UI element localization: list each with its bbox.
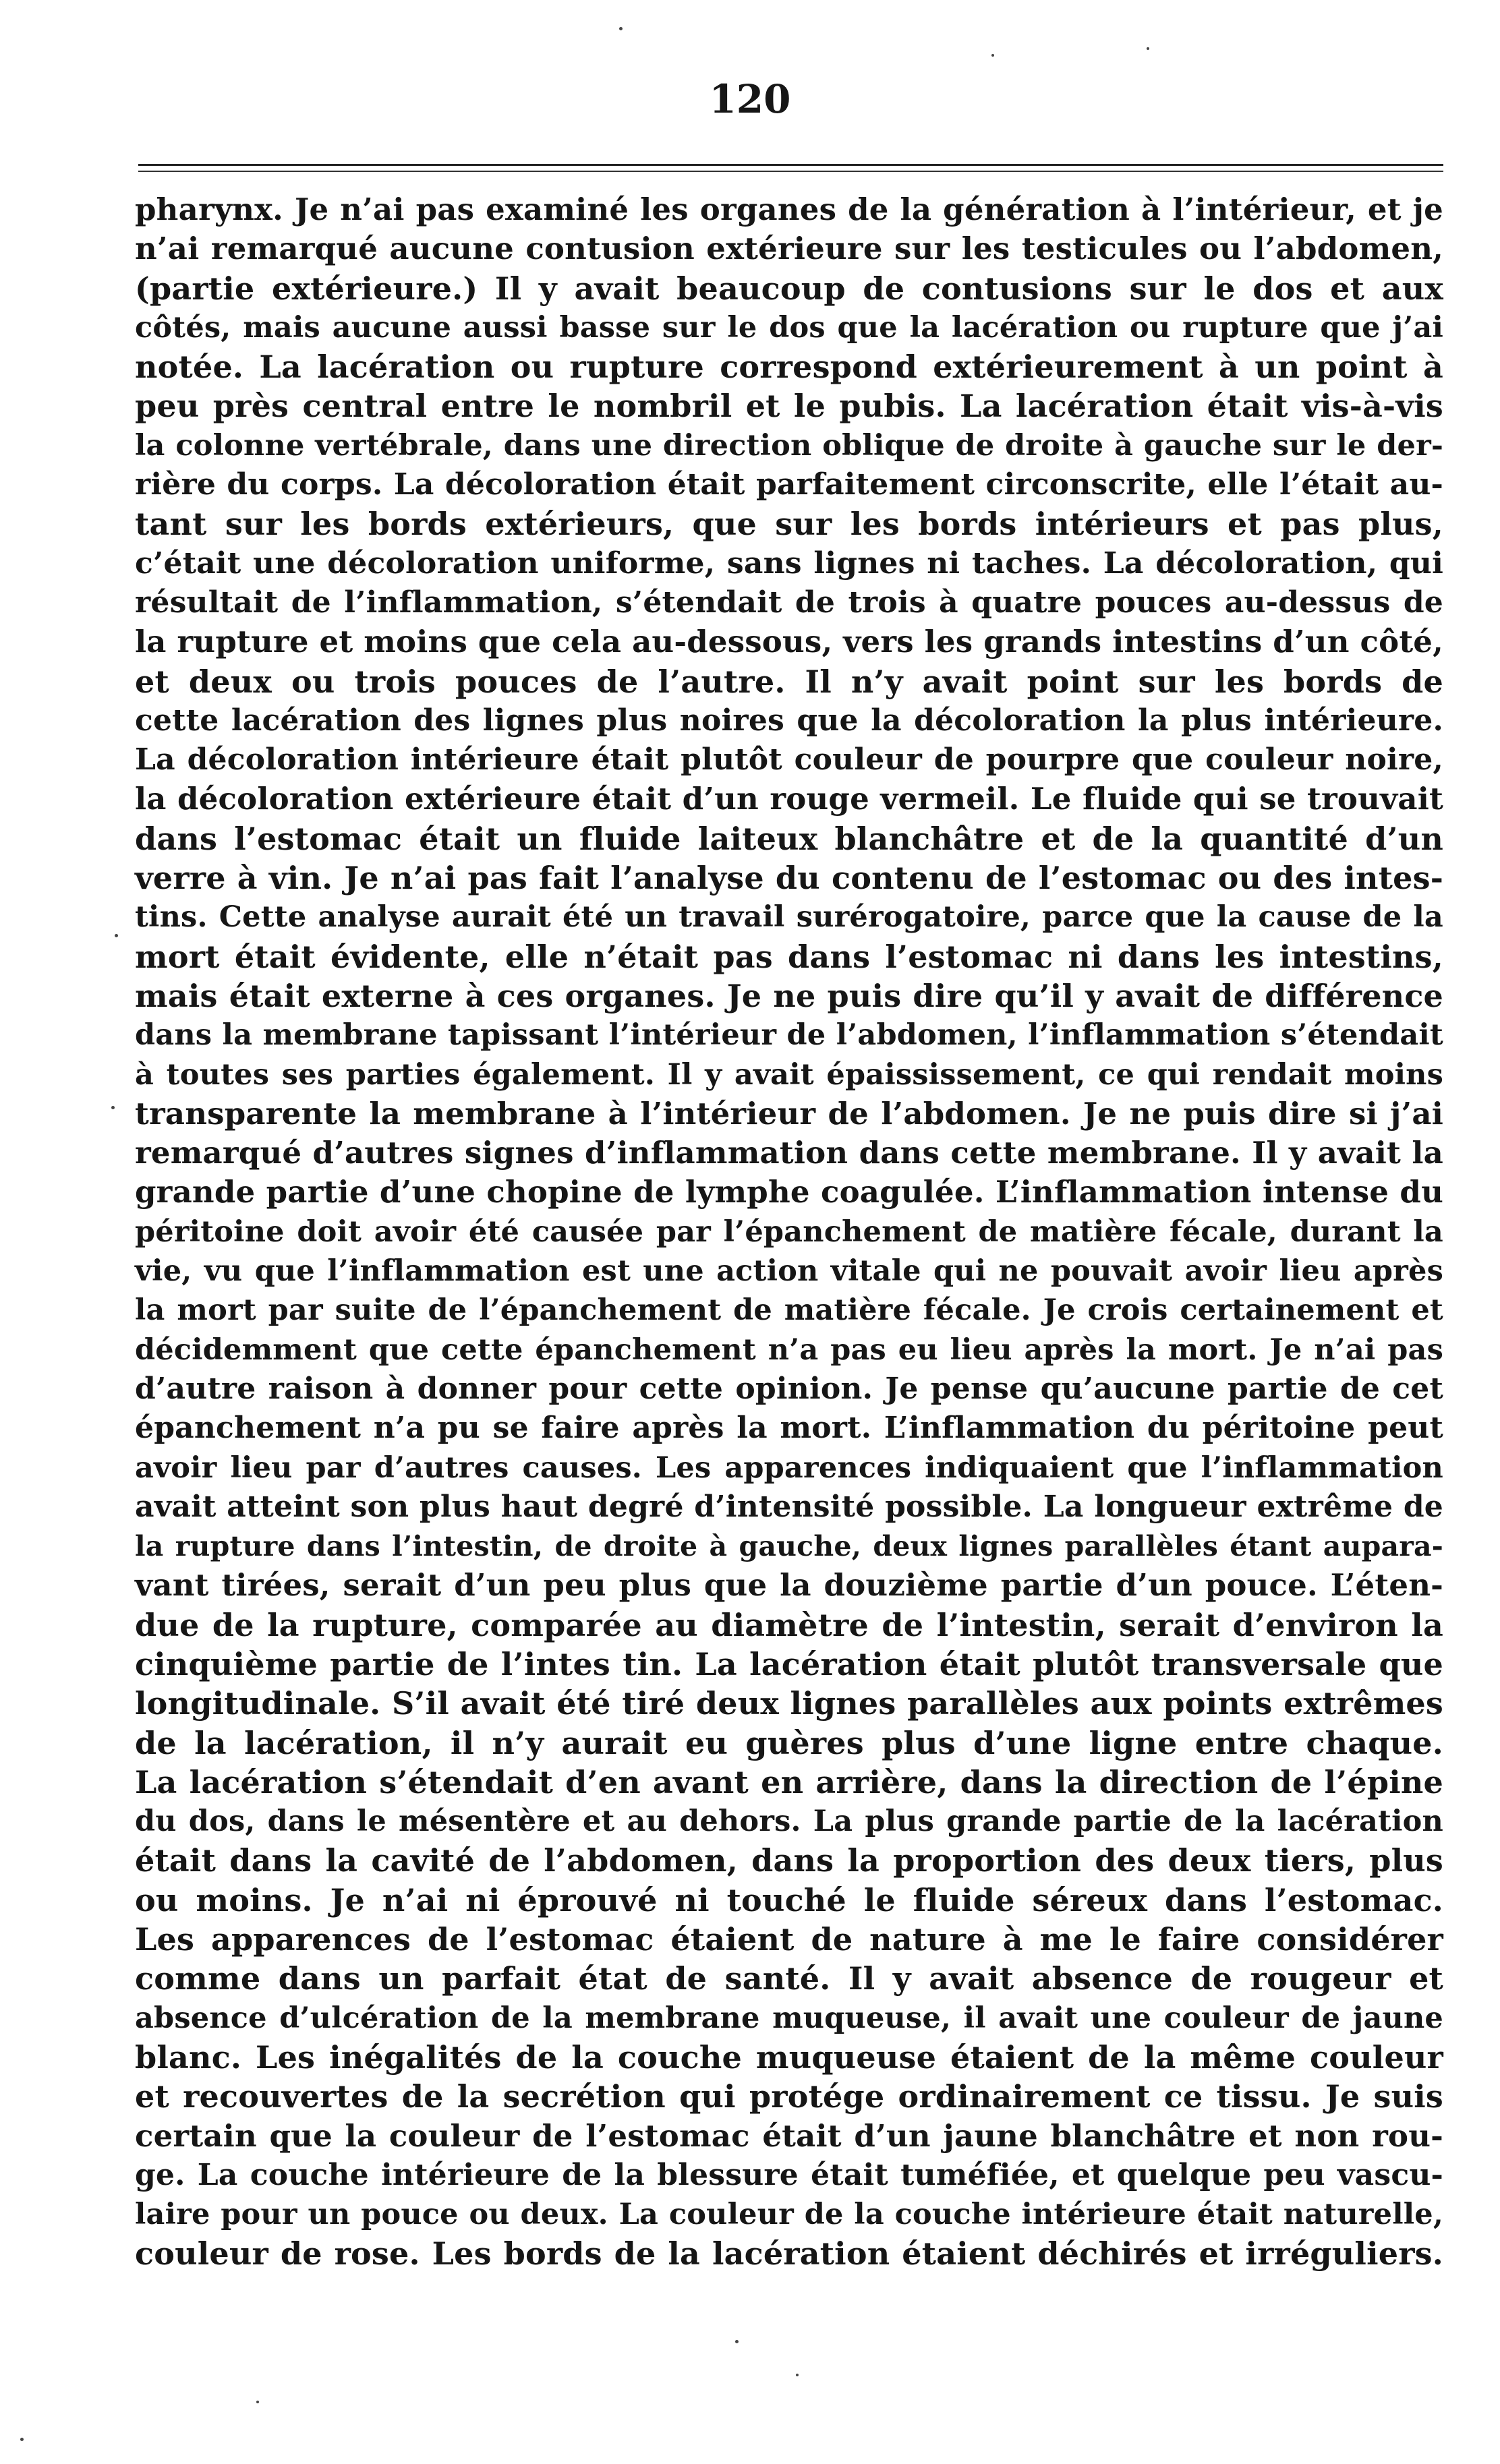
text-line: peu près central entre le nombril et le pubis. La lacération était vis-à-vis	[135, 388, 1443, 425]
scan-speck	[111, 1106, 115, 1109]
header-rule-thin	[138, 171, 1443, 172]
text-line: la décoloration extérieure était d’un rouge vermeil. Le fluide qui se trouvait	[135, 781, 1443, 817]
text-line: la colonne vertébrale, dans une direction oblique de droite à gauche sur le der-	[135, 428, 1443, 463]
text-line: à toutes ses parties également. Il y avait épaississement, ce qui rendait moins	[135, 1057, 1443, 1092]
text-line: la rupture et moins que cela au-dessous, vers les grands intestins d’un côté,	[135, 624, 1444, 660]
scan-speck	[991, 54, 994, 57]
text-line: mais était externe à ces organes. Je ne puis dire qu’il y avait de différence	[135, 977, 1443, 1014]
header-rule	[138, 164, 1443, 166]
text-line: laire pour un pouce ou deux. La couleur de la couche intérieure était naturelle,	[135, 2198, 1443, 2232]
text-line: couleur de rose. Les bords de la lacération étaient déchirés et irréguliers.	[135, 2235, 1443, 2272]
text-line: rière du corps. La décoloration était parfaitement circonscrite, elle l’était au-	[135, 467, 1443, 502]
text-line: et recouvertes de la secrétion qui protége ordinairement ce tissu. Je suis	[135, 2078, 1443, 2115]
text-line: remarqué d’autres signes d’inflammation dans cette membrane. Il y avait la	[135, 1135, 1443, 1171]
text-line: la rupture dans l’intestin, de droite à gauche, deux lignes parallèles étant aupara-	[135, 1530, 1443, 1563]
text-line: Les apparences de l’estomac étaient de nature à me le faire considérer	[135, 1921, 1443, 1958]
text-line: grande partie d’une chopine de lymphe coagulée. L’inflammation intense du	[135, 1174, 1443, 1210]
text-line: comme dans un parfait état de santé. Il y avait absence de rougeur et	[135, 1960, 1443, 1997]
text-line: dans la membrane tapissant l’intérieur de l’abdomen, l’inflammation s’étendait	[135, 1018, 1443, 1053]
text-line: épanchement n’a pu se faire après la mort. L’inflammation du péritoine peut	[135, 1411, 1443, 1446]
text-line: cette lacération des lignes plus noires que la décoloration la plus intérieure.	[135, 703, 1443, 738]
scan-speck	[796, 2374, 799, 2376]
text-line: avoir lieu par d’autres causes. Les apparences indiquaient que l’inflammation	[135, 1450, 1443, 1485]
text-line: du dos, dans le mésentère et au dehors. La plus grande partie de la lacération	[135, 1805, 1443, 1839]
text-line: c’était une décoloration uniforme, sans lignes ni taches. La décoloration, qui	[135, 546, 1443, 581]
text-line: et deux ou trois pouces de l’autre. Il n’y avait point sur les bords de	[135, 663, 1443, 700]
text-line: La lacération s’étendait d’en avant en arrière, dans la direction de l’épine	[135, 1763, 1443, 1800]
text-line: vant tirées, serait d’un peu plus que la douzième partie d’un pouce. L’éten-	[135, 1567, 1443, 1604]
text-line: décidemment que cette épanchement n’a pas eu lieu après la mort. Je n’ai pas	[135, 1332, 1443, 1367]
text-line: due de la rupture, comparée au diamètre de l’intestin, serait d’environ la	[135, 1606, 1443, 1643]
text-line: mort était évidente, elle n’était pas dans l’estomac ni dans les intestins,	[135, 938, 1443, 975]
text-line: absence d’ulcération de la membrane muqueuse, il avait une couleur de jaune	[135, 2001, 1443, 2035]
scan-speck	[1147, 47, 1149, 50]
text-line: vie, vu que l’inflammation est une action vitale qui ne pouvait avoir lieu après	[135, 1254, 1443, 1289]
text-line: (partie extérieure.) Il y avait beaucoup de contusions sur le dos et aux	[135, 270, 1443, 307]
text-line: tins. Cette analyse aurait été un travail surérogatoire, parce que la cause de la	[135, 900, 1443, 935]
body-text	[135, 190, 1443, 2274]
text-line: côtés, mais aucune aussi basse sur le dos que la lacération ou rupture que j’ai	[135, 310, 1443, 345]
text-line: La décoloration intérieure était plutôt couleur de pourpre que couleur noire,	[135, 742, 1443, 778]
scan-speck	[735, 2340, 739, 2343]
text-line: péritoine doit avoir été causée par l’épanchement de matière fécale, durant la	[135, 1214, 1443, 1249]
scan-speck	[619, 27, 623, 30]
text-line: n’ai remarqué aucune contusion extérieure sur les testicules ou l’abdomen,	[135, 231, 1443, 267]
text-line: était dans la cavité de l’abdomen, dans la proportion des deux tiers, plus	[135, 1842, 1443, 1879]
text-line: résultait de l’inflammation, s’étendait de trois à quatre pouces au-dessus de	[135, 585, 1443, 620]
text-line: verre à vin. Je n’ai pas fait l’analyse du contenu de l’estomac ou des intes-	[135, 860, 1443, 897]
text-line: ge. La couche intérieure de la blessure était tuméfiée, et quelque peu vascu-	[135, 2157, 1443, 2192]
scan-speck	[20, 2438, 24, 2441]
text-line: cinquième partie de l’intes tin. La lacération était plutôt transversale que	[135, 1645, 1443, 1682]
text-line: la mort par suite de l’épanchement de matière fécale. Je crois certainement et	[135, 1293, 1443, 1328]
text-line: dans l’estomac était un fluide laiteux blanchâtre et de la quantité d’un	[135, 820, 1443, 857]
scan-speck	[115, 934, 118, 937]
text-line: de la lacération, il n’y aurait eu guères plus d’une ligne entre chaque.	[135, 1724, 1443, 1761]
text-line: certain que la couleur de l’estomac était d’un jaune blanchâtre et non rou-	[135, 2117, 1443, 2154]
text-line: pharynx. Je n’ai pas examiné les organes de la génération à l’intérieur, et je	[135, 192, 1443, 227]
text-line: longitudinale. S’il avait été tiré deux lignes parallèles aux points extrêmes	[135, 1685, 1443, 1722]
text-line: tant sur les bords extérieurs, que sur les bords intérieurs et pas plus,	[135, 506, 1443, 543]
text-line: transparente la membrane à l’intérieur de l’abdomen. Je ne puis dire si j’ai	[135, 1095, 1443, 1132]
text-line: blanc. Les inégalités de la couche muqueuse étaient de la même couleur	[135, 2038, 1443, 2076]
text-line: ou moins. Je n’ai ni éprouvé ni touché le fluide séreux dans l’estomac.	[135, 1881, 1443, 1918]
scan-speck	[256, 2401, 259, 2403]
text-line: avait atteint son plus haut degré d’intensité possible. La longueur extrême de	[135, 1489, 1443, 1524]
text-line: notée. La lacération ou rupture correspond extérieurement à un point à	[135, 349, 1443, 386]
page-number: 120	[709, 76, 791, 122]
text-line: d’autre raison à donner pour cette opinion. Je pense qu’aucune partie de cet	[135, 1371, 1443, 1406]
